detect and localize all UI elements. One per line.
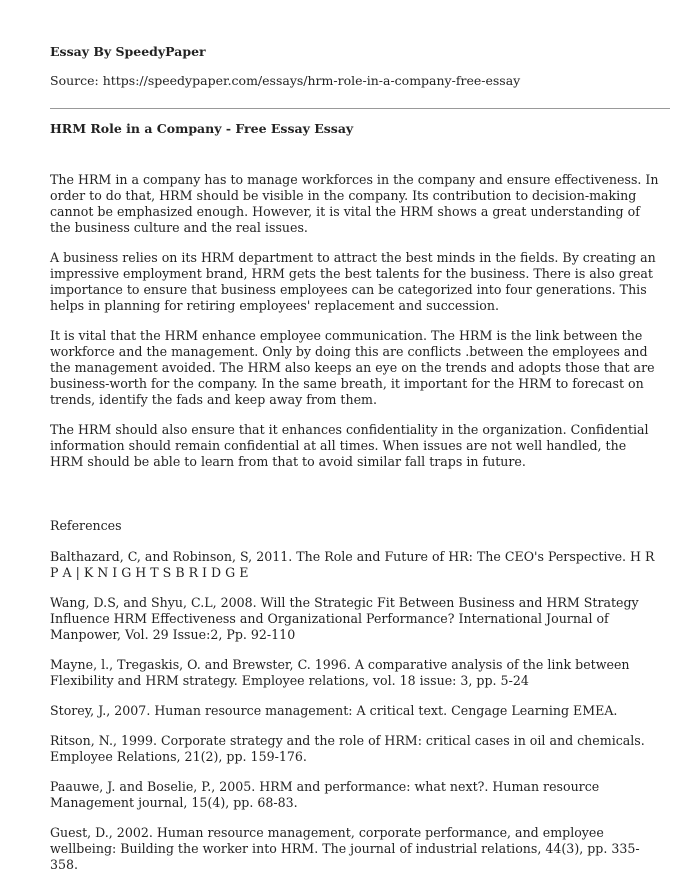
reference-item: Wang, D.S, and Shyu, C.L, 2008. Will the Strategic Fit Between Business and HRM Strategy Influence HRM Effectiveness and Organizational Performance? International Journal of Manpower, Vol. 29 Issue:2, Pp. 92-110: [50, 595, 639, 642]
reference-item: Mayne, l., Tregaskis, O. and Brewster, C. 1996. A comparative analysis of the link between Flexibility and HRM strategy. Employee relations, vol. 18 issue: 3, pp. 5-24: [50, 657, 630, 688]
reference-item: Balthazard, C, and Robinson, S, 2011. The Role and Future of HR: The CEO's Perspective. H R P A | K N I G H T S B R I D G E: [50, 549, 655, 580]
reference-item: Ritson, N., 1999. Corporate strategy and the role of HRM: critical cases in oil and chemicals. Employee Relations, 21(2), pp. 159-176.: [50, 733, 645, 764]
references-heading: References: [50, 518, 122, 533]
essay-paragraph: A business relies on its HRM department to attract the best minds in the fields. By creating an impressive employment brand, HRM gets the best talents for the business. There is also great importance to ensure that business employees can be categorized into four generations. This helps in planning for retiring employees' replacement and succession.: [50, 250, 656, 313]
reference-item: Paauwe, J. and Boselie, P., 2005. HRM and performance: what next?. Human resource Management journal, 15(4), pp. 68-83.: [50, 779, 600, 810]
site-title: Essay By SpeedyPaper: [50, 44, 206, 59]
header-divider: [50, 108, 670, 109]
essay-paragraph: The HRM in a company has to manage workforces in the company and ensure effectiveness. In order to do that, HRM should be visible in the company. Its contribution to decision-making cannot be emphasized enough. However, it is vital the HRM shows a great understanding of the business culture and the real issues.: [50, 172, 659, 235]
essay-title: HRM Role in a Company - Free Essay Essay: [50, 121, 354, 136]
source-line: Source: https://speedypaper.com/essays/hrm-role-in-a-company-free-essay: [50, 73, 521, 88]
essay-content: [50, 172, 662, 887]
reference-item: Guest, D., 2002. Human resource management, corporate performance, and employee wellbeing: Building the worker into HRM. The journal of industrial relations, 44(3), pp. 335-358.: [50, 825, 640, 872]
essay-paragraph: It is vital that the HRM enhance employee communication. The HRM is the link between the workforce and the management. Only by doing this are conflicts .between the employees and the management avoided. The HRM also keeps an eye on the trends and adopts those that are business-worth for the company. In the same breath, it important for the HRM to forecast on trends, identify the fads and keep away from them.: [50, 328, 655, 407]
essay-paragraph: The HRM should also ensure that it enhances confidentiality in the organization. Confidential information should remain confidential at all times. When issues are not well handled, the HRM should be able to learn from that to avoid similar fall traps in future.: [50, 422, 649, 469]
reference-item: Storey, J., 2007. Human resource management: A critical text. Cengage Learning EMEA.: [50, 703, 618, 718]
